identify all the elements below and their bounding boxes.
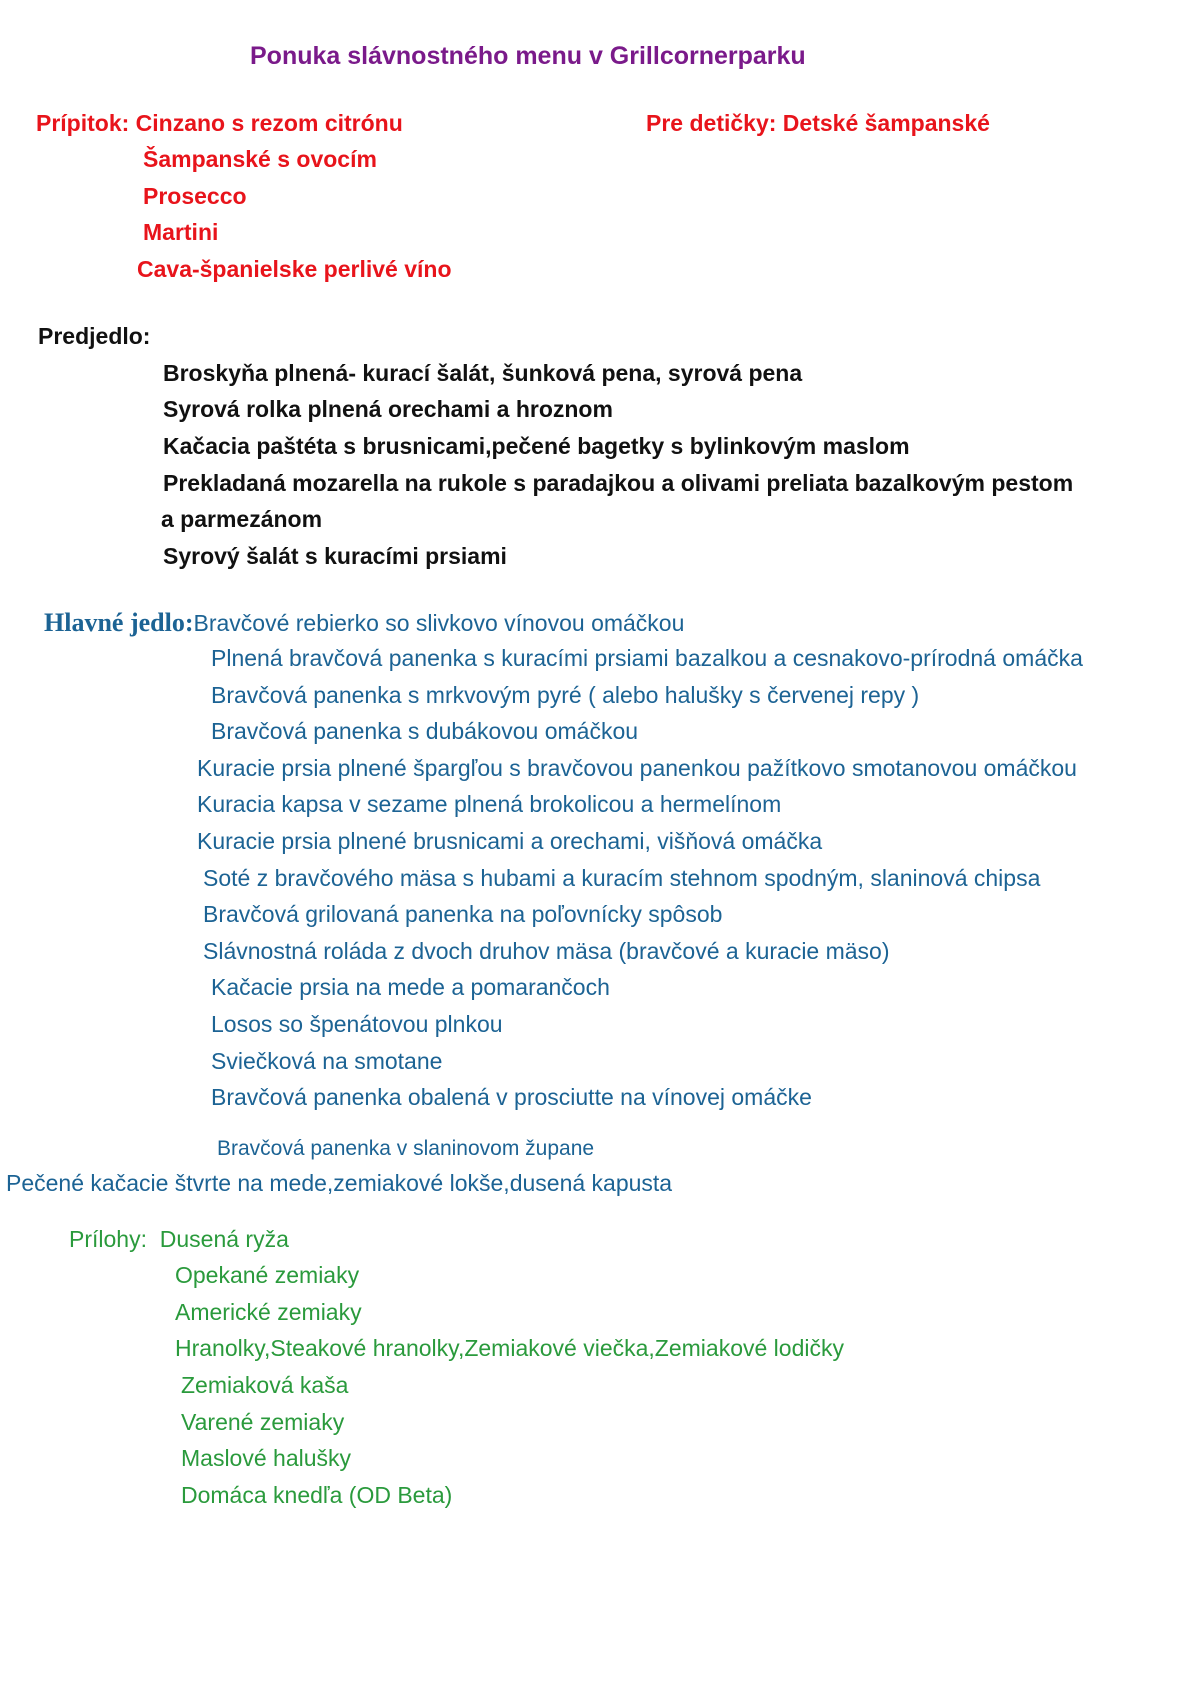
toast-item: Šampanské s ovocím (143, 146, 377, 172)
page-title: Ponuka slávnostného menu v Grillcornerparku (250, 42, 806, 70)
main-item: Soté z bravčového mäsa s hubami a kuracím stehnom spodným, slaninová chipsa (203, 865, 1041, 891)
kids-line (646, 112, 990, 135)
main-item: Bravčová panenka v slaninovom župane (217, 1137, 595, 1160)
toast-item: Martini (143, 219, 219, 245)
starter-heading: Predjedlo: (38, 323, 151, 349)
main-item: Slávnostná roláda z dvoch druhov mäsa (bravčové a kuracie mäso) (203, 938, 890, 964)
main-heading-line (44, 610, 684, 636)
main-item: Sviečková na smotane (211, 1048, 443, 1074)
main-item: Bravčová grilovaná panenka na poľovnícky spôsob (203, 901, 723, 927)
starter-item: Prekladaná mozarella na rukole s paradajkou a olivami preliata bazalkovým pestom (163, 470, 1074, 496)
main-label: Hlavné jedlo: (44, 608, 194, 637)
toast-item: Cava-španielske perlivé víno (137, 256, 452, 282)
sides-item: Dusená ryža (159, 1226, 289, 1252)
main-item: Pečené kačacie štvrte na mede,zemiakové lokše,dusená kapusta (6, 1170, 673, 1196)
sides-item: Varené zemiaky (181, 1409, 345, 1435)
kids-label: Pre detičky: (646, 110, 777, 136)
main-item: Kuracie prsia plnené brusnicami a orechami, višňová omáčka (197, 828, 823, 854)
starter-item: Broskyňa plnená- kurací šalát, šunková pena, syrová pena (163, 360, 803, 386)
main-item: Kačacie prsia na mede a pomarančoch (211, 974, 610, 1000)
sides-item: Maslové halušky (181, 1445, 352, 1471)
toast-label: Prípitok: (36, 110, 130, 136)
sides-item: Americké zemiaky (175, 1299, 362, 1325)
sides-heading-line (69, 1228, 289, 1251)
main-item: Bravčová panenka s mrkvovým pyré ( alebo halušky s červenej repy ) (211, 682, 920, 708)
main-item: Bravčová panenka obalená v prosciutte na vínovej omáčke (211, 1084, 812, 1110)
toast-item: Prosecco (143, 183, 247, 209)
main-item: Bravčová panenka s dubákovou omáčkou (211, 718, 639, 744)
main-item: Losos so špenátovou plnkou (211, 1011, 503, 1037)
main-item: Plnená bravčová panenka s kuracími prsiami bazalkou a cesnakovo-prírodná omáčka (211, 645, 1083, 671)
main-item: Kuracie prsia plnené špargľou s bravčovou panenkou pažítkovo smotanovou omáčkou (197, 755, 1077, 781)
sides-label: Prílohy: (69, 1226, 147, 1252)
main-item: Kuracia kapsa v sezame plnená brokolicou a hermelínom (197, 791, 782, 817)
starter-item: a parmezánom (161, 506, 323, 532)
starter-item: Syrový šalát s kuracími prsiami (163, 543, 507, 569)
sides-item: Hranolky,Steakové hranolky,Zemiakové viečka,Zemiakové lodičky (175, 1335, 844, 1361)
starter-item: Kačacia paštéta s brusnicami,pečené bagetky s bylinkovým maslom (163, 433, 910, 459)
toast-item: Cinzano s rezom citrónu (135, 110, 403, 136)
sides-item: Zemiaková kaša (181, 1372, 349, 1398)
toast-heading-line (36, 112, 403, 135)
starter-item: Syrová rolka plnená orechami a hroznom (163, 396, 613, 422)
kids-item: Detské šampanské (782, 110, 990, 136)
main-item: Bravčové rebierko so slivkovo vínovou omáčkou (193, 610, 685, 636)
sides-item: Opekané zemiaky (175, 1262, 360, 1288)
sides-item: Domáca knedľa (OD Beta) (181, 1482, 453, 1508)
